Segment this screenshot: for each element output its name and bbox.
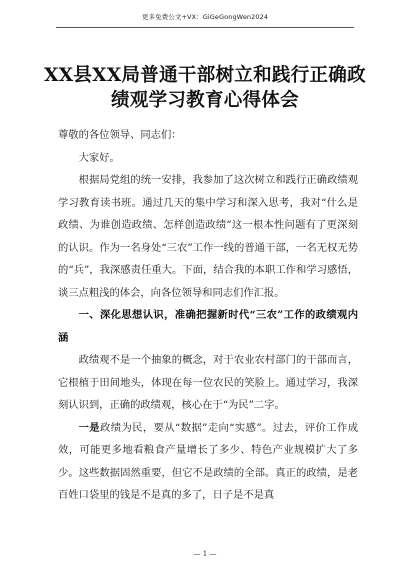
salutation: 尊敬的各位领导、同志们： bbox=[58, 129, 182, 141]
paragraph-2: 政绩观不是一个抽象的概念，对于农业农村部门的干部而言，它根植于田间地头，体现在每一位农民的笑脸上。通过学习，我深刻认识到，正确的政绩观，核心在于“为民”二字。 bbox=[58, 354, 358, 411]
title-line-1: XX县XX局普通干部树立和践行正确政 bbox=[44, 65, 366, 86]
paragraph-3 bbox=[58, 417, 358, 507]
greeting: 大家好。 bbox=[78, 151, 120, 164]
paragraph-intro: 根据局党组的统一安排，我参加了这次树立和践行正确政绩观学习教育读书班。通过几天的集中学习和深入思考，我对“什么是政绩、为谁创造政绩、怎样创造政绩”这一根本性问题有了更深刻的认识。作为一名身处“三农”工作一线的普通干部，一名无权无势的“兵”，我深感责任重大。下面，结合我的本职工作和学习感悟，谈三点粗浅的体会，向各位领导和同志们作汇报。 bbox=[58, 174, 358, 299]
title-line-2: 绩观学习教育心得体会 bbox=[110, 90, 299, 111]
header-note: 更多免费公文+VX：GiGeGongWen2024 bbox=[141, 13, 269, 21]
document-body bbox=[58, 124, 358, 507]
page-number: — 1 — bbox=[193, 550, 217, 558]
header-divider bbox=[56, 27, 354, 28]
paragraph-3-lead: 一是 bbox=[78, 421, 101, 434]
document-title bbox=[40, 63, 370, 113]
section-heading-1: 一、深化思想认识，准确把握新时代“三农”工作的政绩观内涵 bbox=[58, 309, 358, 344]
paragraph-3-text: 政绩为民，要从“数据”走向“实感”。过去，评价工作成效，可能更多地看粮食产量增长了多少、特色产业规模扩大了多少。这些数据固然重要，但它不是政绩的全部。真正的政绩，是老百姓口袋里的钱是不是真的多了，日子是不是真 bbox=[58, 421, 359, 501]
